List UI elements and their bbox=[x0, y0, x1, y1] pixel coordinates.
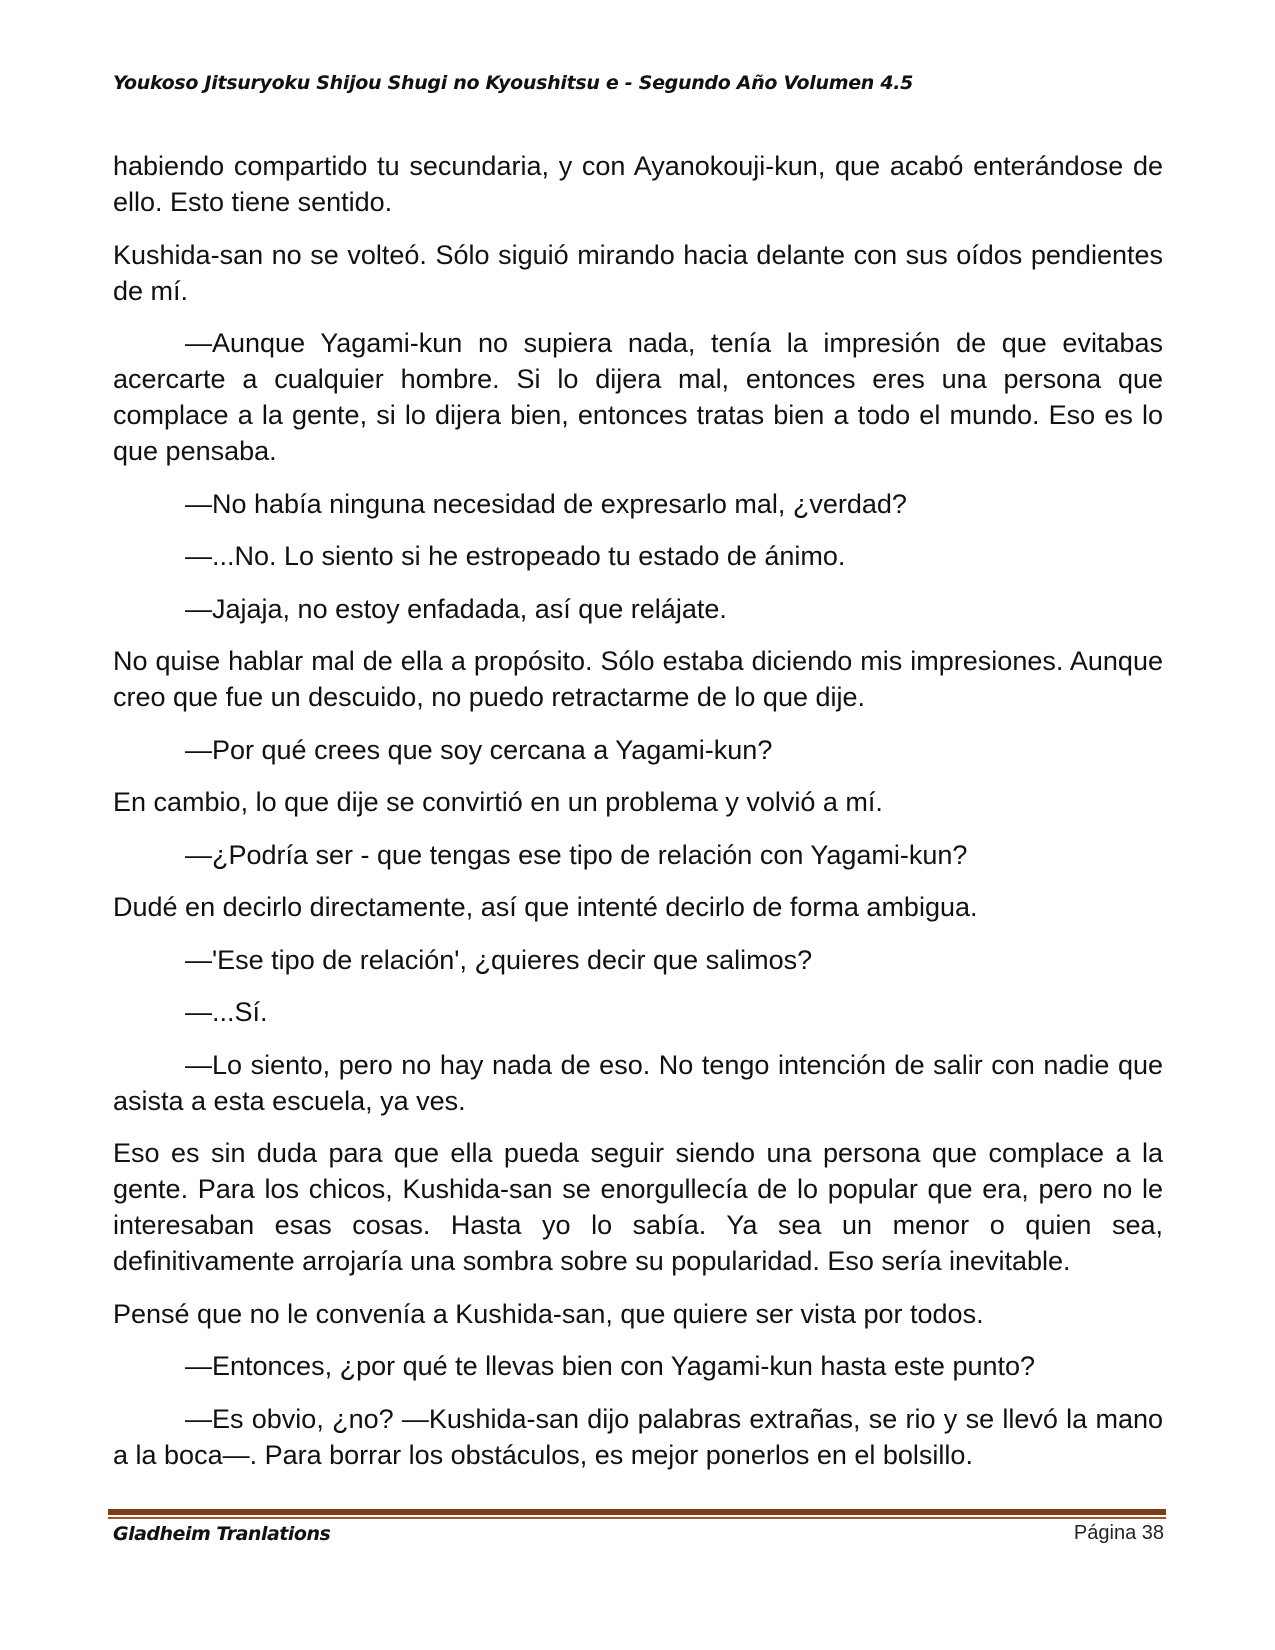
paragraph: No quise hablar mal de ella a propósito. Sólo estaba diciendo mis impresiones. Aunque creo que fue un descuido, no puedo retractarme de lo que dije. bbox=[113, 646, 1163, 712]
dialogue-paragraph: —Jajaja, no estoy enfadada, así que relájate. bbox=[185, 593, 727, 624]
paragraph: Pensé que no le convenía a Kushida-san, que quiere ser vista por todos. bbox=[113, 1298, 984, 1329]
dialogue-paragraph: —¿Podría ser - que tengas ese tipo de relación con Yagami-kun? bbox=[185, 839, 968, 870]
paragraph: Kushida-san no se volteó. Sólo siguió mirando hacia delante con sus oídos pendientes de mí. bbox=[113, 239, 1163, 306]
dialogue-paragraph: —Por qué crees que soy cercana a Yagami-kun? bbox=[185, 734, 773, 765]
dialogue-paragraph: —No había ninguna necesidad de expresarlo mal, ¿verdad? bbox=[185, 488, 907, 519]
dialogue-paragraph: —'Ese tipo de relación', ¿quieres decir que salimos? bbox=[185, 944, 813, 975]
dialogue-paragraph: —Aunque Yagami-kun no supiera nada, tenía la impresión de que evitabas acercarte a cualquier hombre. Si lo dijera mal, entonces eres una persona que complace a la gente, si lo dijera bien, entonces tratas bien a todo el mundo. Eso es lo que pensaba. bbox=[113, 328, 1163, 466]
paragraph: En cambio, lo que dije se convirtió en un problema y volvió a mí. bbox=[113, 787, 883, 817]
running-header: Youkoso Jitsuryoku Shijou Shugi no Kyoushitsu e - Segundo Año Volumen 4.5 bbox=[113, 72, 914, 94]
footer-divider-thin bbox=[108, 1517, 1166, 1519]
dialogue-paragraph: —Es obvio, ¿no? —Kushida-san dijo palabras extrañas, se rio y se llevó la mano a la boca—. Para borrar los obstáculos, es mejor ponerlos en el bolsillo. bbox=[113, 1403, 1163, 1470]
page-body bbox=[113, 148, 1163, 1489]
paragraph: habiendo compartido tu secundaria, y con Ayanokouji-kun, que acabó enterándose de ello. Esto tiene sentido. bbox=[113, 151, 1163, 217]
footer-divider-thick bbox=[108, 1509, 1166, 1515]
footer-credit: Gladheim Tranlations bbox=[113, 1523, 331, 1545]
dialogue-paragraph: —Entonces, ¿por qué te llevas bien con Yagami-kun hasta este punto? bbox=[185, 1351, 1036, 1381]
dialogue-paragraph: —...No. Lo siento si he estropeado tu estado de ánimo. bbox=[185, 541, 846, 571]
dialogue-paragraph: —Lo siento, pero no hay nada de eso. No tengo intención de salir con nadie que asista a esta escuela, ya ves. bbox=[113, 1049, 1163, 1116]
paragraph: Eso es sin duda para que ella pueda seguir siendo una persona que complace a la gente. Para los chicos, Kushida-san se enorgullecía de lo popular que era, pero no le interesaban esas cosas. Hasta yo lo sabía. Ya sea un menor o quien sea, definitivamente arrojaría una sombra sobre su popularidad. Eso sería inevitable. bbox=[113, 1138, 1163, 1276]
paragraph: Dudé en decirlo directamente, así que intenté decirlo de forma ambigua. bbox=[113, 892, 978, 922]
dialogue-paragraph: —...Sí. bbox=[185, 997, 268, 1027]
page-number: Página 38 bbox=[1073, 1522, 1164, 1544]
